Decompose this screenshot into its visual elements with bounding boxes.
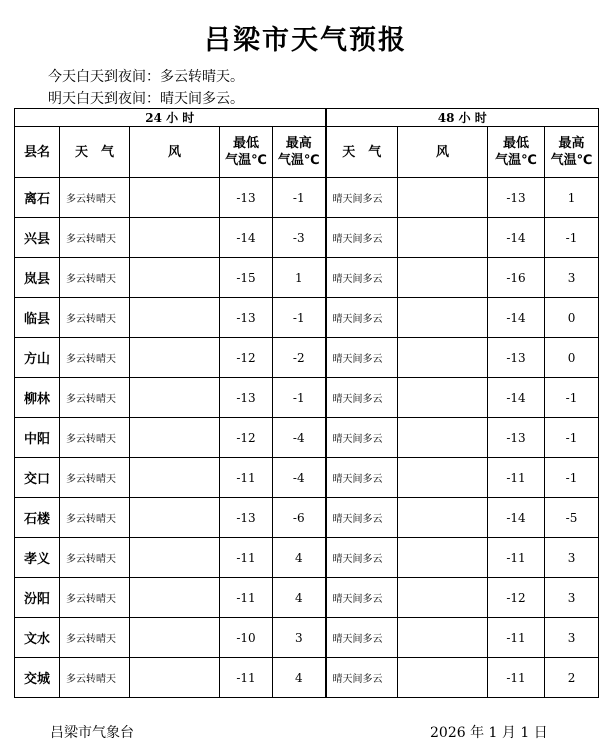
wind-24h [130,418,220,458]
weather-24h: 多云转晴天 [60,658,130,698]
min-temp-24h: -13 [220,378,273,418]
weather-48h: 晴天间多云 [326,298,398,338]
min-temp-24h: -11 [220,658,273,698]
max-temp-24h: 3 [273,618,326,658]
wind-48h [398,298,488,338]
county-name: 孝义 [15,538,60,578]
table-row [15,458,599,498]
max-temp-48h: 3 [545,538,599,578]
table-row [15,658,599,698]
header-max-temp-24h [273,127,326,178]
header-county: 县名 [15,127,60,178]
header-max-line2: 气温℃ [550,153,593,168]
min-temp-48h: -13 [488,338,545,378]
table-row [15,178,599,218]
group-header-48h: 48 小 时 [326,109,599,127]
header-min-line2: 气温℃ [225,153,267,168]
wind-24h [130,658,220,698]
min-temp-48h: -13 [488,418,545,458]
wind-24h [130,298,220,338]
weather-24h: 多云转晴天 [60,378,130,418]
header-min-line2: 气温℃ [495,153,537,168]
max-temp-24h: -1 [273,378,326,418]
header-weather-48h: 天 气 [326,127,398,178]
max-temp-48h: -1 [545,378,599,418]
wind-48h [398,258,488,298]
tomorrow-summary: 明天白天到夜间：晴天间多云。 [48,91,244,107]
min-temp-24h: -10 [220,618,273,658]
weather-24h: 多云转晴天 [60,578,130,618]
max-temp-24h: 4 [273,658,326,698]
weather-48h: 晴天间多云 [326,578,398,618]
weather-48h: 晴天间多云 [326,538,398,578]
min-temp-48h: -11 [488,458,545,498]
weather-48h: 晴天间多云 [326,458,398,498]
min-temp-24h: -12 [220,338,273,378]
weather-48h: 晴天间多云 [326,218,398,258]
header-wind-24h: 风 [130,127,220,178]
weather-48h: 晴天间多云 [326,178,398,218]
weather-24h: 多云转晴天 [60,298,130,338]
max-temp-24h: -1 [273,298,326,338]
max-temp-48h: 3 [545,258,599,298]
wind-48h [398,498,488,538]
max-temp-24h: -2 [273,338,326,378]
county-name: 文水 [15,618,60,658]
wind-48h [398,618,488,658]
min-temp-24h: -11 [220,458,273,498]
min-temp-24h: -13 [220,298,273,338]
header-min-line1: 最低 [232,136,259,151]
min-temp-48h: -16 [488,258,545,298]
min-temp-48h: -11 [488,618,545,658]
table-row [15,618,599,658]
min-temp-24h: -11 [220,538,273,578]
max-temp-24h: -6 [273,498,326,538]
max-temp-48h: -1 [545,418,599,458]
weather-24h: 多云转晴天 [60,458,130,498]
header-max-line2: 气温℃ [277,153,320,168]
wind-24h [130,178,220,218]
max-temp-48h: 3 [545,578,599,618]
county-name: 柳林 [15,378,60,418]
table-row [15,298,599,338]
min-temp-48h: -11 [488,658,545,698]
county-name: 岚县 [15,258,60,298]
max-temp-24h: 1 [273,258,326,298]
wind-48h [398,338,488,378]
header-max-temp-48h [545,127,599,178]
header-min-line1: 最低 [503,136,530,151]
wind-24h [130,378,220,418]
page-title: 吕梁市天气预报 [204,25,407,56]
max-temp-24h: -4 [273,458,326,498]
county-name: 交城 [15,658,60,698]
max-temp-48h: 0 [545,338,599,378]
weather-48h: 晴天间多云 [326,378,398,418]
weather-48h: 晴天间多云 [326,498,398,538]
weather-48h: 晴天间多云 [326,258,398,298]
min-temp-48h: -13 [488,178,545,218]
wind-24h [130,258,220,298]
table-row [15,538,599,578]
county-name: 中阳 [15,418,60,458]
min-temp-48h: -14 [488,498,545,538]
wind-48h [398,378,488,418]
max-temp-24h: 4 [273,538,326,578]
table-row [15,578,599,618]
max-temp-24h: -1 [273,178,326,218]
max-temp-48h: -1 [545,218,599,258]
max-temp-48h: 2 [545,658,599,698]
wind-24h [130,538,220,578]
max-temp-48h: -5 [545,498,599,538]
wind-24h [130,458,220,498]
table-row [15,498,599,538]
weather-24h: 多云转晴天 [60,498,130,538]
weather-24h: 多云转晴天 [60,538,130,578]
header-min-temp-24h [220,127,273,178]
wind-24h [130,218,220,258]
table-row [15,218,599,258]
header-max-line1: 最高 [558,136,585,151]
wind-48h [398,578,488,618]
weather-48h: 晴天间多云 [326,618,398,658]
table-row [15,258,599,298]
max-temp-24h: -4 [273,418,326,458]
county-name: 兴县 [15,218,60,258]
county-name: 临县 [15,298,60,338]
weather-48h: 晴天间多云 [326,338,398,378]
max-temp-48h: -1 [545,458,599,498]
min-temp-48h: -14 [488,218,545,258]
county-name: 交口 [15,458,60,498]
max-temp-48h: 3 [545,618,599,658]
county-name: 离石 [15,178,60,218]
min-temp-24h: -11 [220,578,273,618]
header-wind-48h: 风 [398,127,488,178]
header-max-line1: 最高 [285,136,312,151]
min-temp-48h: -14 [488,298,545,338]
wind-48h [398,538,488,578]
min-temp-48h: -14 [488,378,545,418]
wind-48h [398,658,488,698]
weather-48h: 晴天间多云 [326,658,398,698]
wind-24h [130,578,220,618]
table-row [15,338,599,378]
wind-48h [398,178,488,218]
min-temp-24h: -15 [220,258,273,298]
weather-48h: 晴天间多云 [326,418,398,458]
wind-48h [398,218,488,258]
weather-24h: 多云转晴天 [60,218,130,258]
max-temp-48h: 0 [545,298,599,338]
weather-24h: 多云转晴天 [60,418,130,458]
wind-24h [130,338,220,378]
wind-48h [398,418,488,458]
min-temp-24h: -13 [220,178,273,218]
max-temp-24h: -3 [273,218,326,258]
table-row [15,418,599,458]
county-name: 方山 [15,338,60,378]
min-temp-24h: -12 [220,418,273,458]
issuing-office: 吕梁市气象台 [50,725,134,741]
forecast-table [14,108,599,698]
weather-24h: 多云转晴天 [60,618,130,658]
county-name: 石楼 [15,498,60,538]
today-summary: 今天白天到夜间：多云转晴天。 [48,69,244,85]
weather-24h: 多云转晴天 [60,178,130,218]
wind-24h [130,618,220,658]
group-header-24h: 24 小 时 [15,109,326,127]
header-weather-24h: 天 气 [60,127,130,178]
county-name: 汾阳 [15,578,60,618]
min-temp-48h: -12 [488,578,545,618]
wind-48h [398,458,488,498]
header-min-temp-48h [488,127,545,178]
min-temp-24h: -13 [220,498,273,538]
table-row [15,378,599,418]
max-temp-24h: 4 [273,578,326,618]
weather-24h: 多云转晴天 [60,338,130,378]
min-temp-48h: -11 [488,538,545,578]
weather-24h: 多云转晴天 [60,258,130,298]
issue-date: 2026 年 1 月 1 日 [430,725,548,741]
wind-24h [130,498,220,538]
max-temp-48h: 1 [545,178,599,218]
min-temp-24h: -14 [220,218,273,258]
